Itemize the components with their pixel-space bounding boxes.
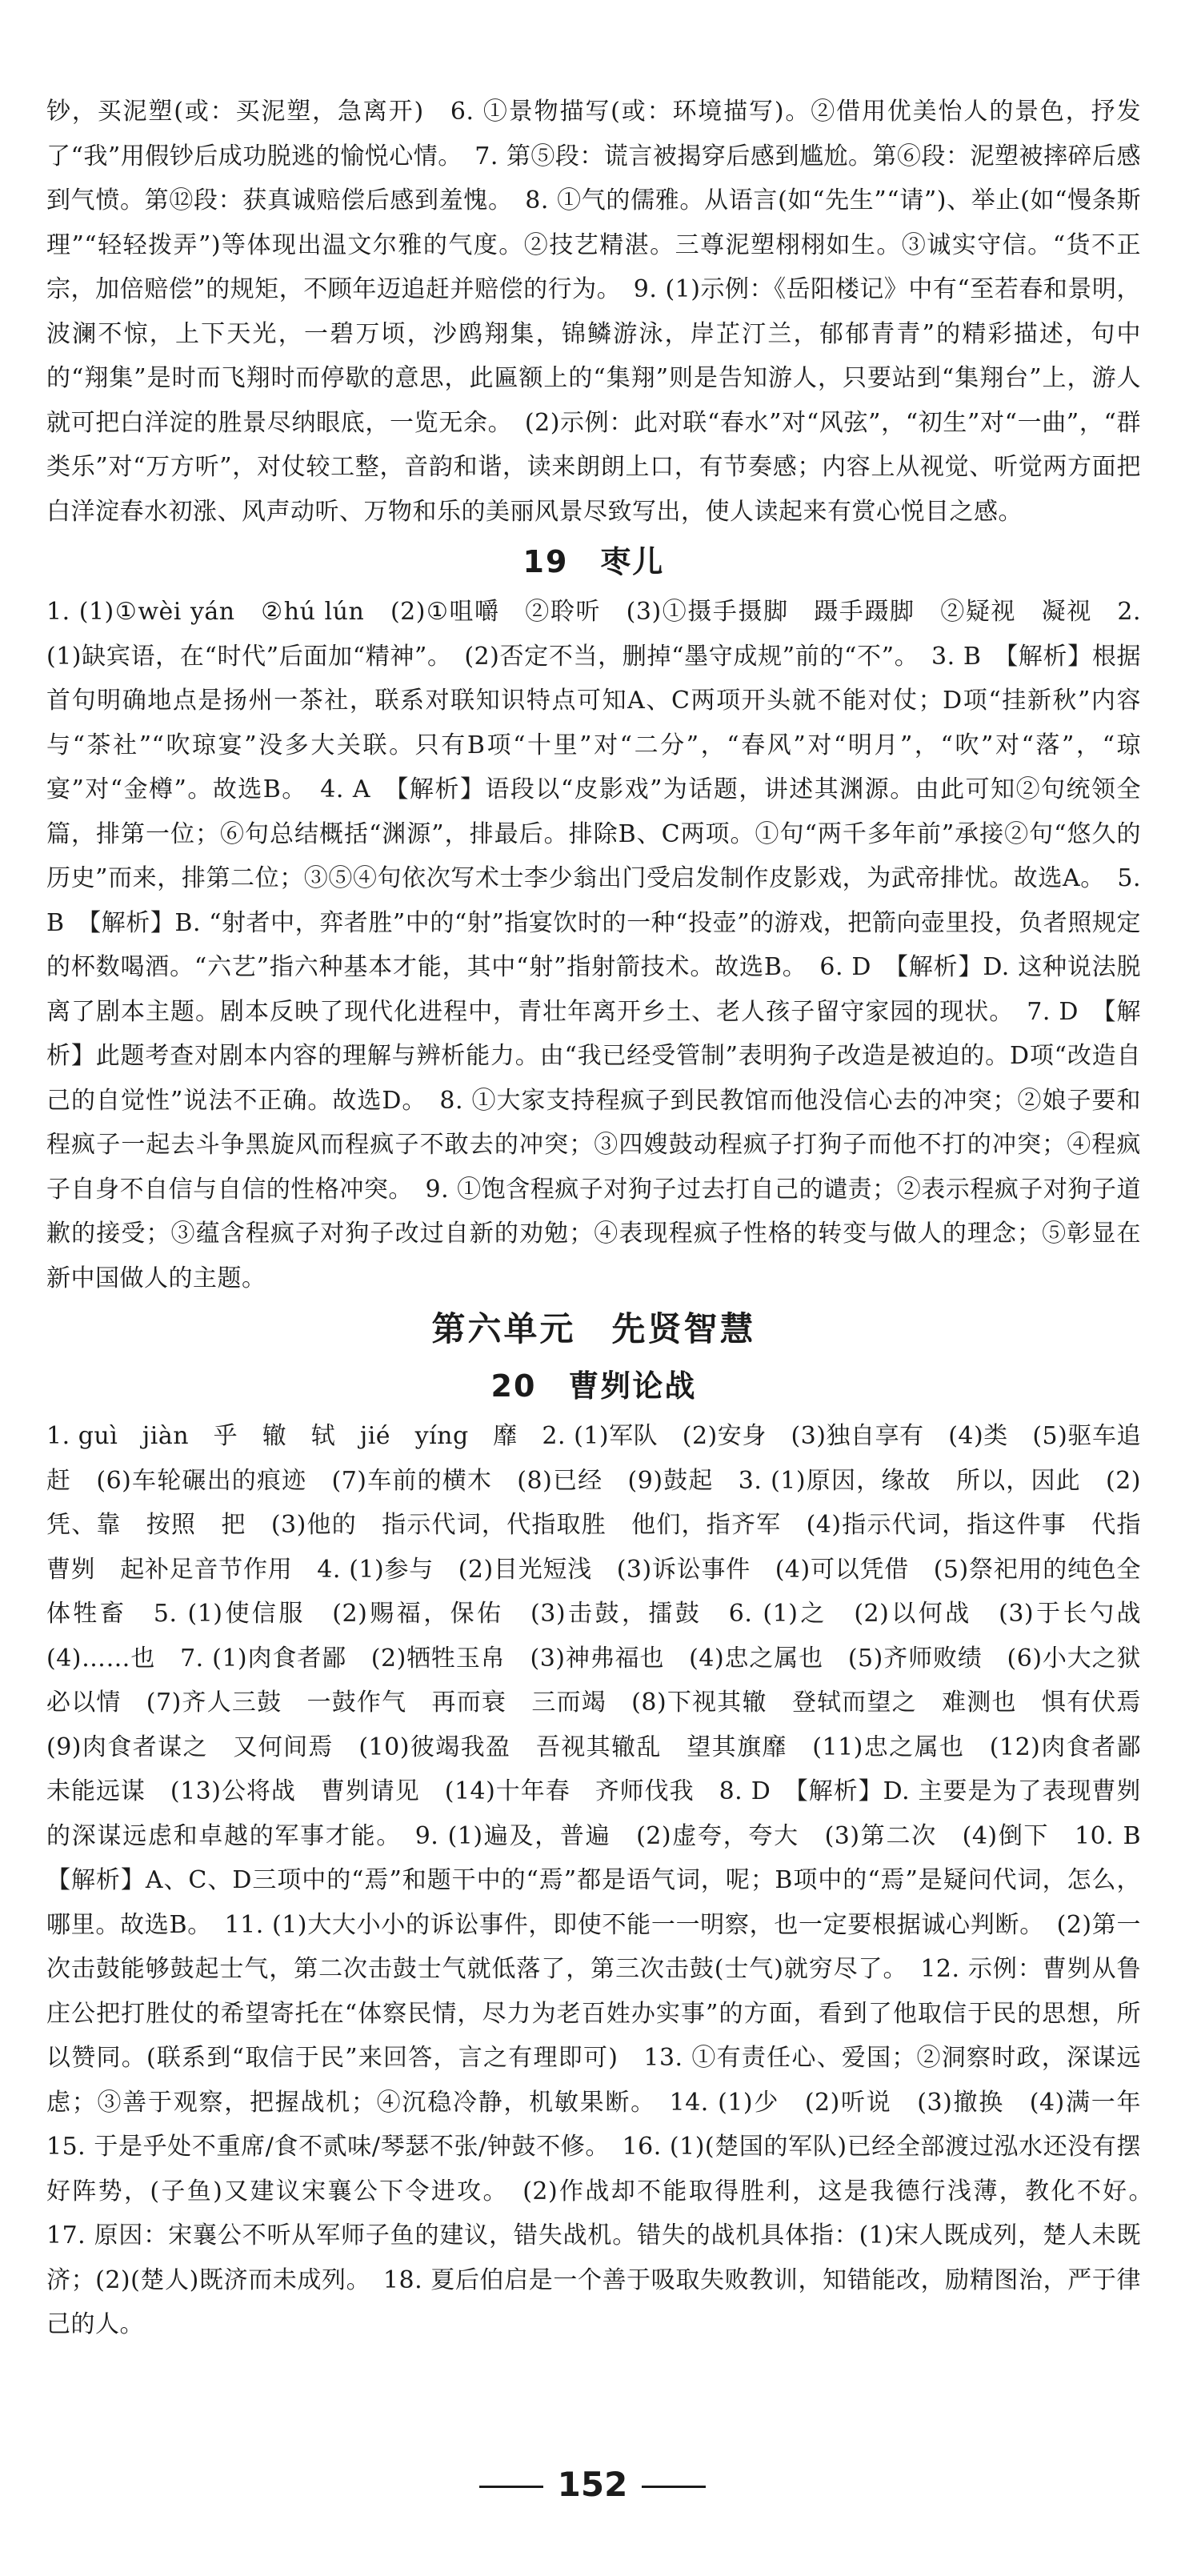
right-dash — [642, 2486, 706, 2488]
answer-paragraph-lesson-19: 1. (1)①wèi yán ②hú lún (2)①咀嚼 ②聆听 (3)①摄手摄脚 蹑手蹑脚 ②疑视 凝视 2. (1)缺宾语，在“时代”后面加“精神”。 (2)否定不当，删掉“墨守成规”前的“不”。 3. B 【解析】根据首句明确地点是扬州一茶社，联系对联知识特点可知A、C两项开头就不能对仗；D项“挂新秋”内容与“茶社”“吹琼宴”没多大关联。只有B项“十里”对“二分”，“春风”对“明月”，“吹”对“落”，“琼宴”对“金樽”。故选B。 4. A 【解析】语段以“皮影戏”为话题，讲述其渊源。由此可知②句统领全篇，排第一位；⑥句总结概括“渊源”，排最后。排除B、C两项。①句“两千多年前”承接②句“悠久的历史”而来，排第二位；③⑤④句依次写术士李少翁出门受启发制作皮影戏，为武帝排忧。故选A。 5. B 【解析】B. “射者中，弈者胜”中的“射”指宴饮时的一种“投壶”的游戏，把箭向壶里投，负者照规定的杯数喝酒。“六艺”指六种基本才能，其中“射”指射箭技术。故选B。 6. D 【解析】D. 这种说法脱离了剧本主题。剧本反映了现代化进程中，青壮年离开乡土、老人孩子留守家园的现状。 7. D 【解析】此题考查对剧本内容的理解与辨析能力。由“我已经受管制”表明狗子改造是被迫的。D项“改造自己的自觉性”说法不正确。故选D。 8. ①大家支持程疯子到民教馆而他没信心去的冲突；②娘子要和程疯子一起去斗争黑旋风而程疯子不敢去的冲突；③四嫂鼓动程疯子打狗子而他不打的冲突；④程疯子自身不自信与自信的性格冲突。 9. ①饱含程疯子对狗子过去打自己的谴责；②表示程疯子对狗子道歉的接受；③蕴含程疯子对狗子改过自新的劝勉；④表现程疯子性格的转变与做人的理念；⑤彰显在新中国做人的主题。 — [46, 598, 1141, 1292]
page-number-footer — [0, 2465, 1185, 2504]
unit-title-6: 第六单元 先贤智慧 — [431, 1309, 756, 1348]
page-number: 152 — [557, 2465, 628, 2504]
lesson-title-19: 19 枣儿 — [522, 544, 665, 579]
answer-paragraph-lesson-20: 1. guì jiàn 乎 辙 轼 jié yíng 靡 2. (1)军队 (2)安身 (3)独自享有 (4)类 (5)驱车追赶 (6)车轮碾出的痕迹 (7)车前的横木 (8)已经 (9)鼓起 3. (1)原因，缘故 所以，因此 (2)凭、靠 按照 把 (3)他的 指示代词，代指取胜 他们，指齐军 (4)指示代词，指这件事 代指曹刿 起补足音节作用 4. (1)参与 (2)目光短浅 (3)诉讼事件 (4)可以凭借 (5)祭祀用的纯色全体牲畜 5. (1)使信服 (2)赐福，保佑 (3)击鼓，擂鼓 6. (1)之 (2)以何战 (3)于长勺战 (4)……也 7. (1)肉食者鄙 (2)牺牲玉帛 (3)神弗福也 (4)忠之属也 (5)齐师败绩 (6)小大之狱 必以情 (7)齐人三鼓 一鼓作气 再而衰 三而竭 (8)下视其辙 登轼而望之 难测也 惧有伏焉 (9)肉食者谋之 又何间焉 (10)彼竭我盈 吾视其辙乱 望其旗靡 (11)忠之属也 (12)肉食者鄙 未能远谋 (13)公将战 曹刿请见 (14)十年春 齐师伐我 8. D 【解析】D. 主要是为了表现曹刿的深谋远虑和卓越的军事才能。 9. (1)遍及，普遍 (2)虚夸，夸大 (3)第二次 (4)倒下 10. B 【解析】A、C、D三项中的“焉”和题干中的“焉”都是语气词，呢；B项中的“焉”是疑问代词，怎么，哪里。故选B。 11. (1)大大小小的诉讼事件，即使不能一一明察，也一定要根据诚心判断。 (2)第一次击鼓能够鼓起士气，第二次击鼓士气就低落了，第三次击鼓(士气)就穷尽了。 12. 示例：曹刿从鲁庄公把打胜仗的希望寄托在“体察民情，尽力为老百姓办实事”的方面，看到了他取信于民的思想，所以赞同。(联系到“取信于民”来回答，言之有理即可) 13. ①有责任心、爱国；②洞察时政，深谋远虑；③善于观察，把握战机；④沉稳冷静，机敏果断。 14. (1)少 (2)听说 (3)撤换 (4)满一年 15. 于是乎处不重席/食不贰味/琴瑟不张/钟鼓不修。 16. (1)(楚国的军队)已经全部渡过泓水还没有摆好阵势，(子鱼)又建议宋襄公下令进攻。 (2)作战却不能取得胜利，这是我德行浅薄，教化不好。 17. 原因：宋襄公不听从军师子鱼的建议，错失战机。错失的战机具体指：(1)宋人既成列，楚人未既济；(2)(楚人)既济而未成列。 18. 夏后伯启是一个善于吸取失败教训，知错能改，励精图治，严于律己的人。 — [46, 1422, 1166, 2338]
answer-paragraph-previous-lesson: 钞，买泥塑(或：买泥塑，急离开) 6. ①景物描写(或：环境描写)。②借用优美怡人的景色，抒发了“我”用假钞后成功脱逃的愉悦心情。 7. 第⑤段：谎言被揭穿后感到尴尬。第⑥段：泥塑被摔碎后感到气愤。第⑫段：获真诚赔偿后感到羞愧。 8. ①气的儒雅。从语言(如“先生”“请”)、举止(如“慢条斯理”“轻轻拨弄”)等体现出温文尔雅的气度。②技艺精湛。三尊泥塑栩栩如生。③诚实守信。“货不正宗，加倍赔偿”的规矩，不顾年迈追赶并赔偿的行为。 9. (1)示例：《岳阳楼记》中有“至若春和景明，波澜不惊，上下天光，一碧万顷，沙鸥翔集，锦鳞游泳，岸芷汀兰，郁郁青青”的精彩描述，句中的“翔集”是时而飞翔时而停歇的意思，此匾额上的“集翔”则是告知游人，只要站到“集翔台”上，游人就可把白洋淀的胜景尽纳眼底，一览无余。 (2)示例：此对联“春水”对“风弦”，“初生”对“一曲”，“群类乐”对“万方听”，对仗较工整，音韵和谐，读来朗朗上口，有节奏感；内容上从视觉、听觉两方面把白洋淀春水初涨、风声动听、万物和乐的美丽风景尽致写出，使人读起来有赏心悦目之感。 — [46, 98, 1141, 526]
lesson-title-20: 20 曹刿论战 — [490, 1368, 697, 1404]
left-dash — [479, 2486, 543, 2488]
page-content — [46, 90, 1166, 2347]
